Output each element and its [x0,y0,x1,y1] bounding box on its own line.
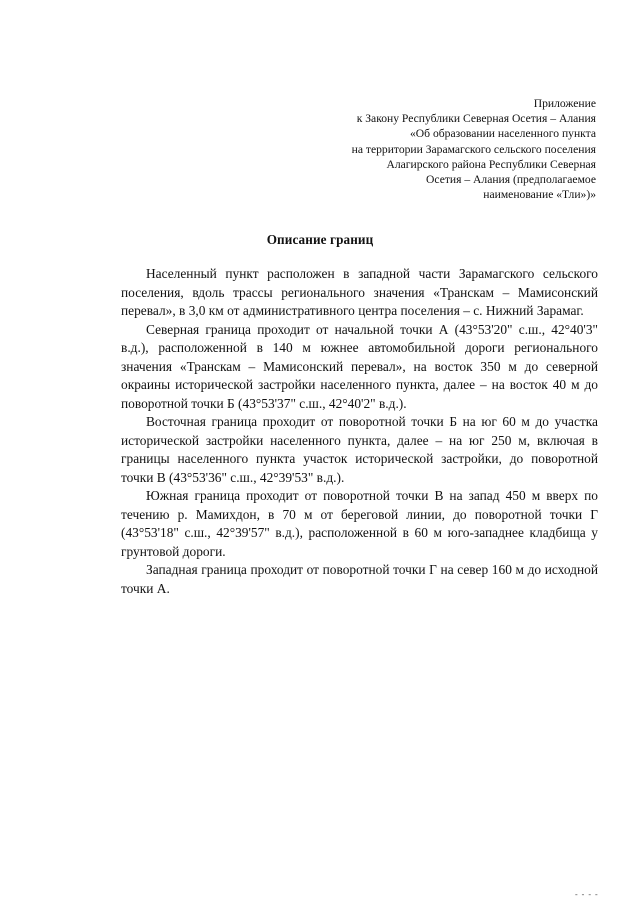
appendix-line: Приложение [533,97,596,110]
document-title: Описание границ [266,232,374,247]
footer-mark: - - - - [575,890,599,899]
appendix-line: «Об образовании населенного пункта [409,127,596,141]
document-body [121,265,598,598]
paragraph-west-border: Западная граница проходит от поворотной точки Г на север 160 м до исходной точки А. [121,562,598,596]
paragraph-location: Населенный пункт расположен в западной части Зарамагского сельского поселения, вдоль трассы регионального значения «Транскам – Мамисонский перевал», в 3,0 км от административного центра поселения – с. Нижний Зарамаг. [121,266,598,318]
appendix-line: Алагирского района Республики Северная [386,157,596,171]
appendix-header [296,96,596,202]
appendix-line: наименование «Тли»)» [483,188,596,202]
paragraph-east-border: Восточная граница проходит от поворотной точки Б на юг 60 м до участка исторической застройки населенного пункта, далее – на юг 250 м, включая в границы населенного пункта участок исторической застройки, до поворотной точки В (43°53'36" с.ш., 42°39'53" в.д.). [121,414,598,485]
paragraph-north-border: Северная граница проходит от начальной точки А (43°53'20" с.ш., 42°40'3" в.д.), расположенной в 140 м южнее автомобильной дороги регионального значения «Транскам – Мамисонский перевал», на восток 350 м до северной окраины исторической застройки населенного пункта, далее – на восток 40 м до поворотной точки Б (43°53'37" с.ш., 42°40'2" в.д.). [121,321,598,411]
appendix-line: к Закону Республики Северная Осетия – Алания [356,112,596,126]
appendix-line: на территории Зарамагского сельского поселения [351,142,596,156]
paragraph-south-border: Южная граница проходит от поворотной точки В на запад 450 м вверх по течению р. Мамихдон, в 70 м от береговой линии, до поворотной точки Г (43°53'18" с.ш., 42°39'57" в.д.), расположенной в 60 м юго-западнее кладбища у грунтовой дороги. [121,488,598,559]
appendix-line: Осетия – Алания (предполагаемое [426,173,596,187]
